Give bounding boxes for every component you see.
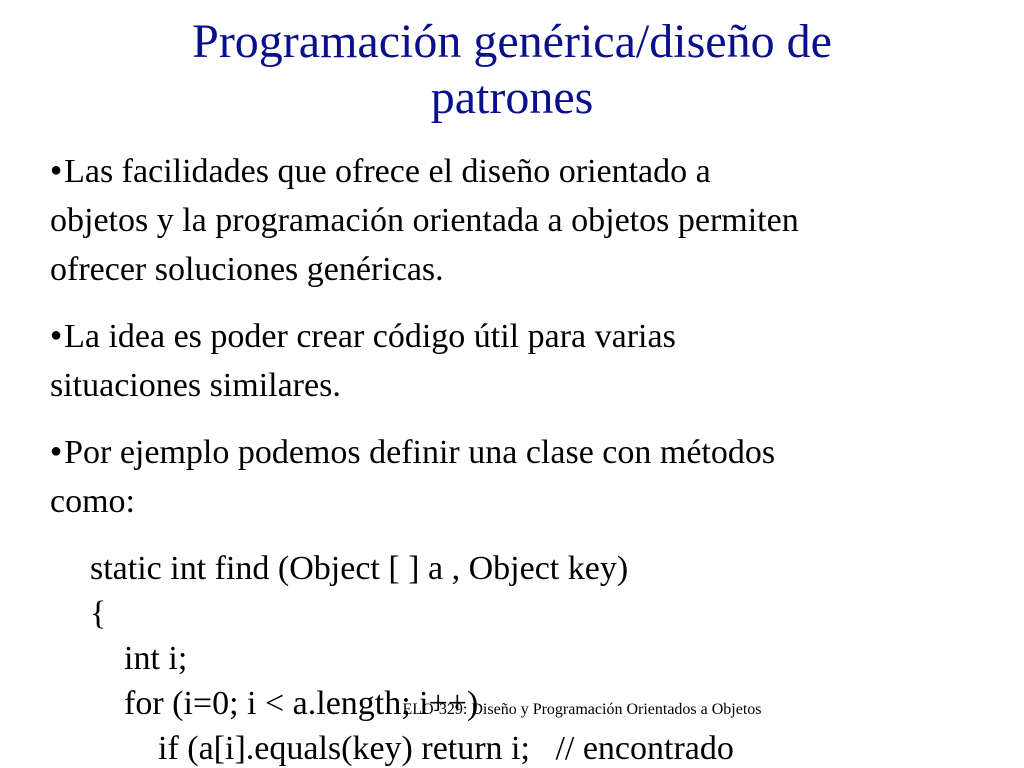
bullet-icon: ●: [50, 440, 63, 462]
paragraph-line: [50, 427, 990, 477]
paragraph-text: La idea es poder crear código útil para varias: [64, 318, 676, 355]
slide-title: [0, 14, 1024, 126]
bullet-paragraph-2: [50, 311, 990, 410]
code-line: if (a[i].equals(key) return i; // encontrado: [90, 730, 734, 767]
paragraph-line: como:: [50, 483, 135, 520]
paragraph-text: Por ejemplo podemos definir una clase con métodos: [64, 434, 776, 471]
paragraph-line: ofrecer soluciones genéricas.: [50, 251, 444, 288]
slide-title-line-2: patrones: [430, 71, 594, 124]
paragraph-line: [50, 146, 990, 196]
code-block: [90, 546, 734, 768]
paragraph-text: Las facilidades que ofrece el diseño orientado a: [64, 153, 711, 190]
code-line: {: [90, 595, 107, 632]
bullet-icon: ●: [50, 159, 63, 181]
footer-text: ELO-329: Diseño y Programación Orientados a Objetos: [402, 701, 762, 718]
slide-footer: [0, 700, 1024, 720]
paragraph-line: [50, 311, 990, 361]
paragraph-line: situaciones similares.: [50, 367, 341, 404]
code-line: for (i=0; i < a.length; i++): [90, 685, 479, 722]
bullet-paragraph-3: [50, 427, 990, 526]
code-line: int i;: [90, 640, 188, 677]
slide-title-line-1: Programación genérica/diseño de: [192, 15, 832, 68]
code-line: static int find (Object [ ] a , Object key): [90, 550, 629, 587]
bullet-paragraph-1: [50, 146, 990, 294]
bullet-icon: ●: [50, 324, 63, 346]
paragraph-line: objetos y la programación orientada a objetos permiten: [50, 202, 799, 239]
